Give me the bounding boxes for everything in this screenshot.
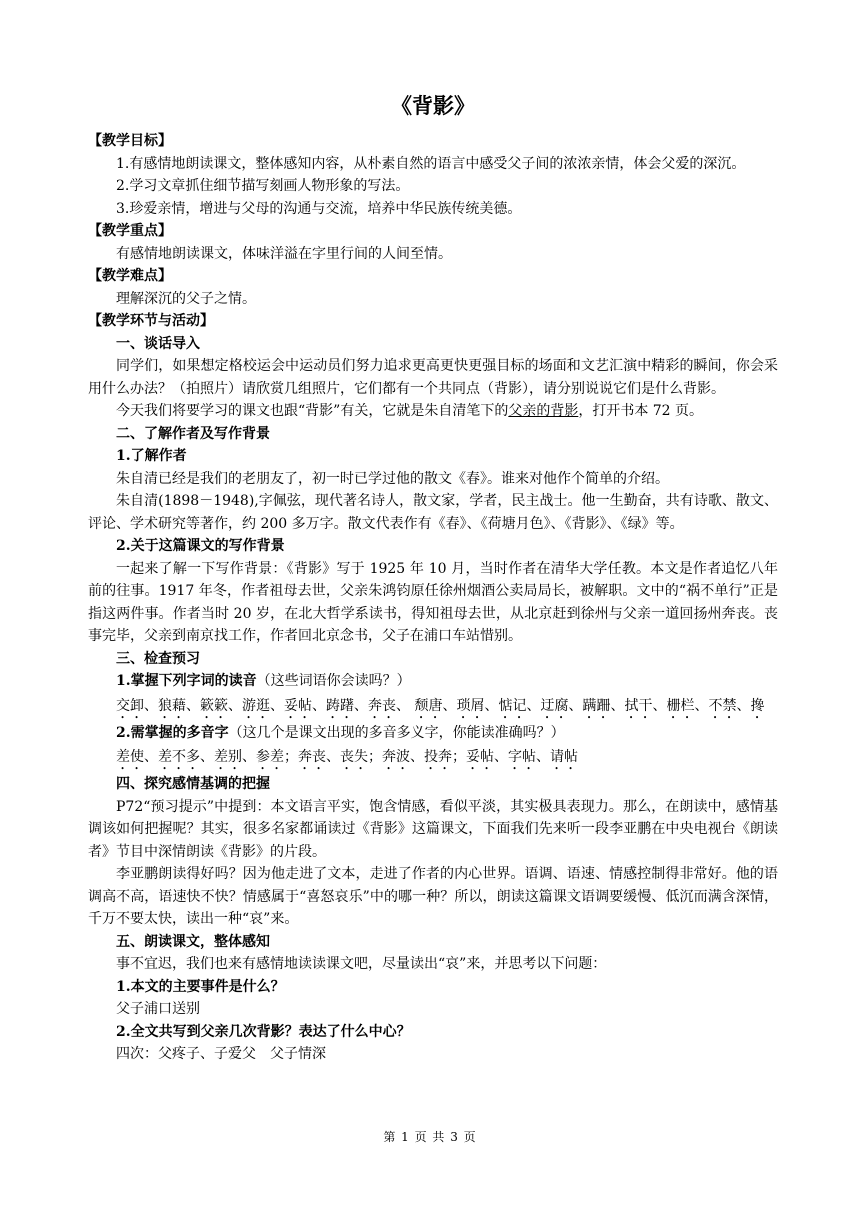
part2-paragraph: 一起来了解一下写作背景：《背影》写于 1925 年 10 月，当时作者在清华大学任教。本文是作者追忆八年前的往事。1917 年冬，作者祖母去世，父亲朱鸿钧原任徐州烟酒公卖局局长，被解职。文中的“祸不单行”正是指这两件事。作者当时 20 岁，在北大哲学系读书，得知祖母去世，从北京赶到徐州与父亲一道回扬州奔丧。丧事完毕，父亲到南京找工作，作者回北京念书，父子在浦口车站惜别。	[88, 560, 778, 644]
underlined-text: 父亲的背影	[508, 403, 579, 419]
part3-title: 三、检查预习	[116, 650, 200, 667]
answer-1: 父子浦口送别	[116, 1001, 200, 1017]
text-span: 今天我们将要学习的课文也跟“背影”有关，它就是朱自清笔下的	[116, 403, 509, 419]
difficulty-heading: 【教学难点】	[88, 268, 172, 284]
vocabulary-list: 交卸、狼藉、簌簌、游逛、妥帖、踌躇、奔丧、 颓唐、琐屑、惦记、迂腐、蹒跚、拭干、栅栏、不禁、搀	[116, 697, 765, 714]
key-text: 有感情地朗读课文，体味洋溢在字里行间的人间至情。	[116, 245, 452, 262]
part1-paragraph: 同学们，如果想定格校运会中运动员们努力追求更高更快更强目标的场面和文艺汇演中精彩的瞬间，你会采用什么办法？（拍照片）请欣赏几组照片，它们都有一个共同点（背影），请分别说说它们是什么背影。	[88, 358, 778, 397]
part2-title: 二、了解作者及写作背景	[116, 425, 270, 442]
polyphonic-list: 差使、差不多、差别、参差；奔丧、丧失；奔波、投奔；妥帖、字帖、请帖	[116, 749, 578, 765]
part3-subheading	[88, 670, 778, 693]
process-heading: 【教学环节与活动】	[88, 313, 214, 329]
part1-title: 一、谈话导入	[116, 335, 200, 352]
text-span: 2.需掌握的多音字	[116, 724, 229, 741]
part2-paragraph: 朱自清已经是我们的老朋友了，初一时已学过他的散文《春》。谁来对他作个简单的介绍。	[116, 470, 669, 487]
difficulty-text: 理解深沉的父子之情。	[116, 290, 256, 307]
part5-title: 五、朗读课文，整体感知	[116, 933, 270, 950]
part1-paragraph-2	[88, 400, 778, 423]
text-span: （这些词语你会读吗？）	[256, 673, 411, 689]
text-span: ，打开书本 72 页。	[578, 403, 704, 419]
part3-subheading	[88, 722, 778, 745]
part4-title: 四、探究感情基调的把握	[116, 776, 270, 792]
goal-item: 1.有感情地朗读课文，整体感知内容，从朴素自然的语言中感受父子间的浓浓亲情，体会父爱的深沉。	[116, 155, 746, 172]
part5-paragraph: 事不宜迟，我们也来有感情地读读课文吧，尽量读出“哀”来，并思考以下问题：	[116, 956, 607, 972]
question-2: 2.全文共写到父亲几次背影？表达了什么中心？	[116, 1023, 411, 1040]
part4-paragraph: 李亚鹏朗读得好吗？因为他走进了文本，走进了作者的内心世界。语调、语速、情感控制得非常好。他的语调高不高，语速快不快？情感属于“喜怒哀乐”中的哪一种？所以，朗读这篇课文语调要缓慢、低沉而满含深情，千万不要太快，读出一种“哀”来。	[88, 866, 778, 927]
answer-2: 四次：父疼子、子爱父 父子情深	[116, 1046, 326, 1062]
goals-heading: 【教学目标】	[88, 133, 172, 149]
text-span: （这几个是课文出现的多音多义字，你能读准确吗？）	[228, 724, 565, 741]
document-page	[88, 92, 778, 1066]
text-span: 1.掌握下列字词的读音	[116, 673, 257, 689]
goal-item: 2.学习文章抓住细节描写刻画人物形象的写法。	[116, 178, 410, 194]
part2-paragraph: 朱自清(1898－1948),字佩弦，现代著名诗人，散文家，学者，民主战士。他一生勤奋，共有诗歌、散文、评论、学术研究等著作，约 200 多万字。散文代表作有《春》、《荷塘月色》、《背影》、《绿》等。	[88, 493, 778, 532]
part2-subheading: 2.关于这篇课文的写作背景	[116, 538, 285, 554]
goal-item: 3.珍爱亲情，增进与父母的沟通与交流，培养中华民族传统美德。	[116, 200, 522, 217]
question-1: 1.本文的主要事件是什么？	[116, 978, 285, 995]
part2-subheading: 1.了解作者	[116, 448, 187, 464]
key-heading: 【教学重点】	[88, 223, 172, 239]
part4-paragraph: P72“预习提示”中提到：本文语言平实，饱含情感，看似平淡，其实极具表现力。那么，在朗读中，感情基调该如何把握呢？其实，很多名家都诵读过《背影》这篇课文，下面我们先来听一段李亚鹏在中央电视台《朗读者》节目中深情朗读《背影》的片段。	[88, 798, 778, 860]
document-title: 《背影》	[391, 93, 475, 118]
page-footer: 第 1 页 共 3 页	[383, 1130, 477, 1144]
